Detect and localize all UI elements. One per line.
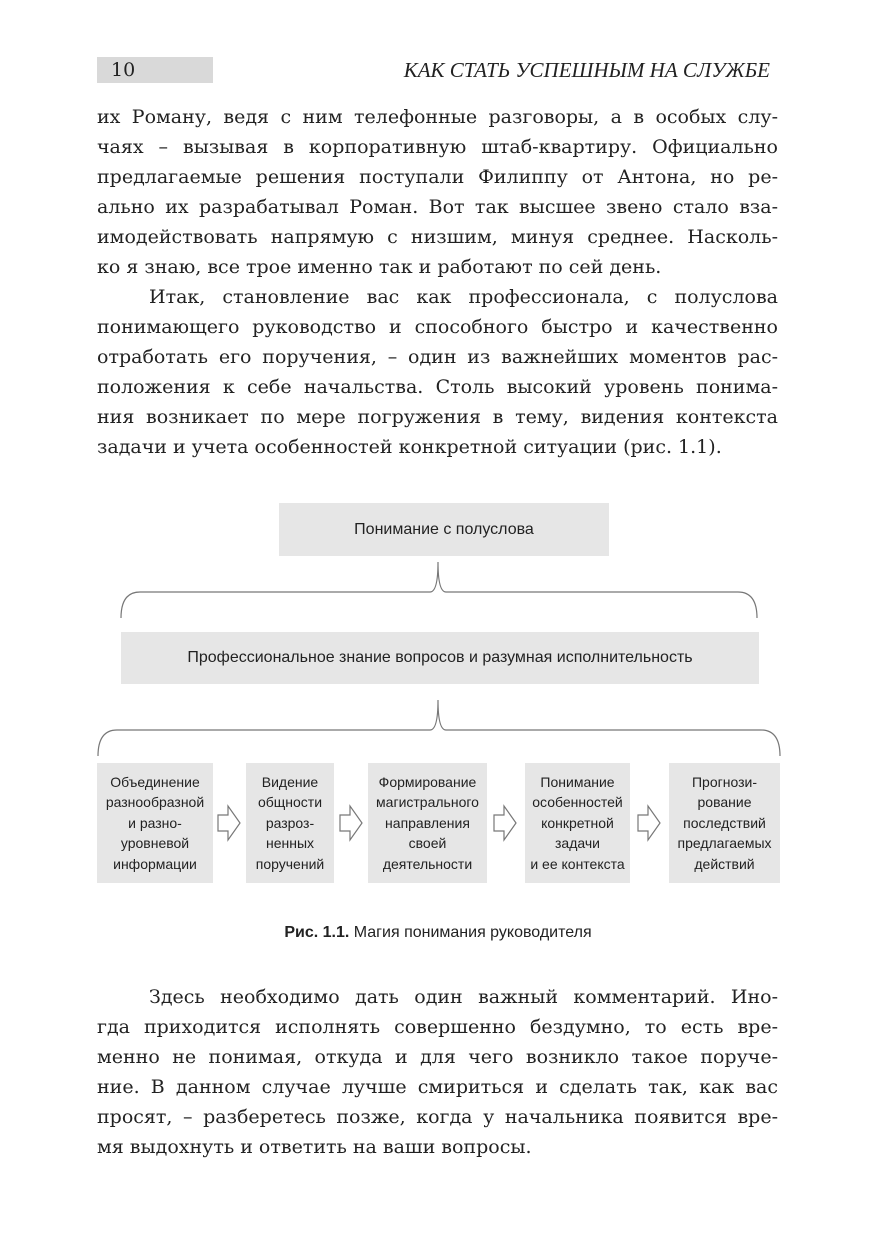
step-text: Понимание xyxy=(540,773,615,790)
middle-box: Профессиональное знание вопросов и разумная исполнительность xyxy=(121,632,759,684)
arrow-icon xyxy=(494,806,516,840)
text-line: ально их разрабатывал Роман. Вот так высшее звено стало вза- xyxy=(97,196,778,218)
text-line: положения к себе начальства. Столь высокий уровень понима- xyxy=(97,376,778,398)
step-text: информации xyxy=(113,855,197,872)
text-line: просят, – разберетесь позже, когда у начальника появится вре- xyxy=(97,1106,778,1128)
text-line: задачи и учета особенностей конкретной ситуации (рис. 1.1). xyxy=(97,436,722,458)
step-text: общности xyxy=(257,794,323,811)
step-text: уровневой xyxy=(120,835,190,852)
step-text: действий xyxy=(694,855,755,872)
text-line: ко я знаю, все трое именно так и работают по сей день. xyxy=(97,256,662,278)
text-line: отработать его поручения, – один из важнейших моментов рас- xyxy=(97,346,778,368)
text-line: имодействовать напрямую с низшим, минуя среднее. Насколь- xyxy=(97,226,778,248)
step-text: Прогнози- xyxy=(691,773,757,790)
step-box xyxy=(246,763,334,883)
step-text: задачи xyxy=(555,835,600,852)
step-text: конкретной xyxy=(541,814,614,831)
step-text: и разно- xyxy=(128,814,182,831)
arrow-icon xyxy=(218,806,240,840)
text-line: Итак, становление вас как профессионала, с полуслова xyxy=(149,286,778,308)
step-text: ненных xyxy=(265,835,315,852)
step-box xyxy=(669,763,780,883)
brace-top xyxy=(121,562,757,618)
brace-bottom xyxy=(98,700,780,756)
step-box xyxy=(97,763,213,883)
text-line: гда приходится исполнять совершенно бездумно, то есть вре- xyxy=(97,1016,778,1038)
caption-label: Рис. 1.1. xyxy=(284,924,350,941)
text-line: чаях – вызывая в корпоративную штаб-квартиру. Официально xyxy=(97,136,778,158)
step-text: и ее контекста xyxy=(530,855,625,872)
step-text: Формирование xyxy=(378,773,477,790)
running-title: КАК СТАТЬ УСПЕШНЫМ НА СЛУЖБЕ xyxy=(403,58,770,82)
text-line: ние. В данном случае лучше смириться и сделать так, как вас xyxy=(97,1076,778,1098)
arrow-icon xyxy=(340,806,362,840)
text-line: менно не понимая, откуда и для чего возникло такое поруче- xyxy=(97,1046,778,1068)
step-box xyxy=(525,763,630,883)
step-text: последствий xyxy=(683,814,766,831)
step-text: поручений xyxy=(255,855,325,872)
step-text: рование xyxy=(697,794,752,811)
text-line: понимающего руководство и способного быстро и качественно xyxy=(97,316,778,338)
step-text: Видение xyxy=(261,773,319,790)
step-text: разнообразной xyxy=(105,794,205,811)
text-line: их Роману, ведя с ним телефонные разговоры, а в особых слу- xyxy=(97,106,778,128)
text-line: ния возникает по мере погружения в тему, видения контекста xyxy=(97,406,778,428)
text-line: Здесь необходимо дать один важный комментарий. Ино- xyxy=(149,986,778,1008)
step-text: Объединение xyxy=(110,773,200,790)
figure-caption xyxy=(0,924,876,942)
step-text: разроз- xyxy=(265,814,315,831)
caption-text: Магия понимания руководителя xyxy=(349,924,592,941)
step-text: направления xyxy=(385,814,470,831)
step-text: магистрального xyxy=(376,794,479,811)
paragraph-3 xyxy=(97,982,778,1162)
text-line: мя выдохнуть и ответить на ваши вопросы. xyxy=(97,1136,532,1158)
arrow-icon xyxy=(638,806,660,840)
step-text: особенностей xyxy=(532,794,623,811)
step-box xyxy=(368,763,487,883)
top-box: Понимание с полуслова xyxy=(279,503,609,556)
page-number: 10 xyxy=(97,57,213,83)
text-line: предлагаемые решения поступали Филиппу от Антона, но ре- xyxy=(97,166,778,188)
step-text: предлагаемых xyxy=(677,835,772,852)
step-text: своей xyxy=(408,835,447,852)
step-text: деятельности xyxy=(382,855,473,872)
